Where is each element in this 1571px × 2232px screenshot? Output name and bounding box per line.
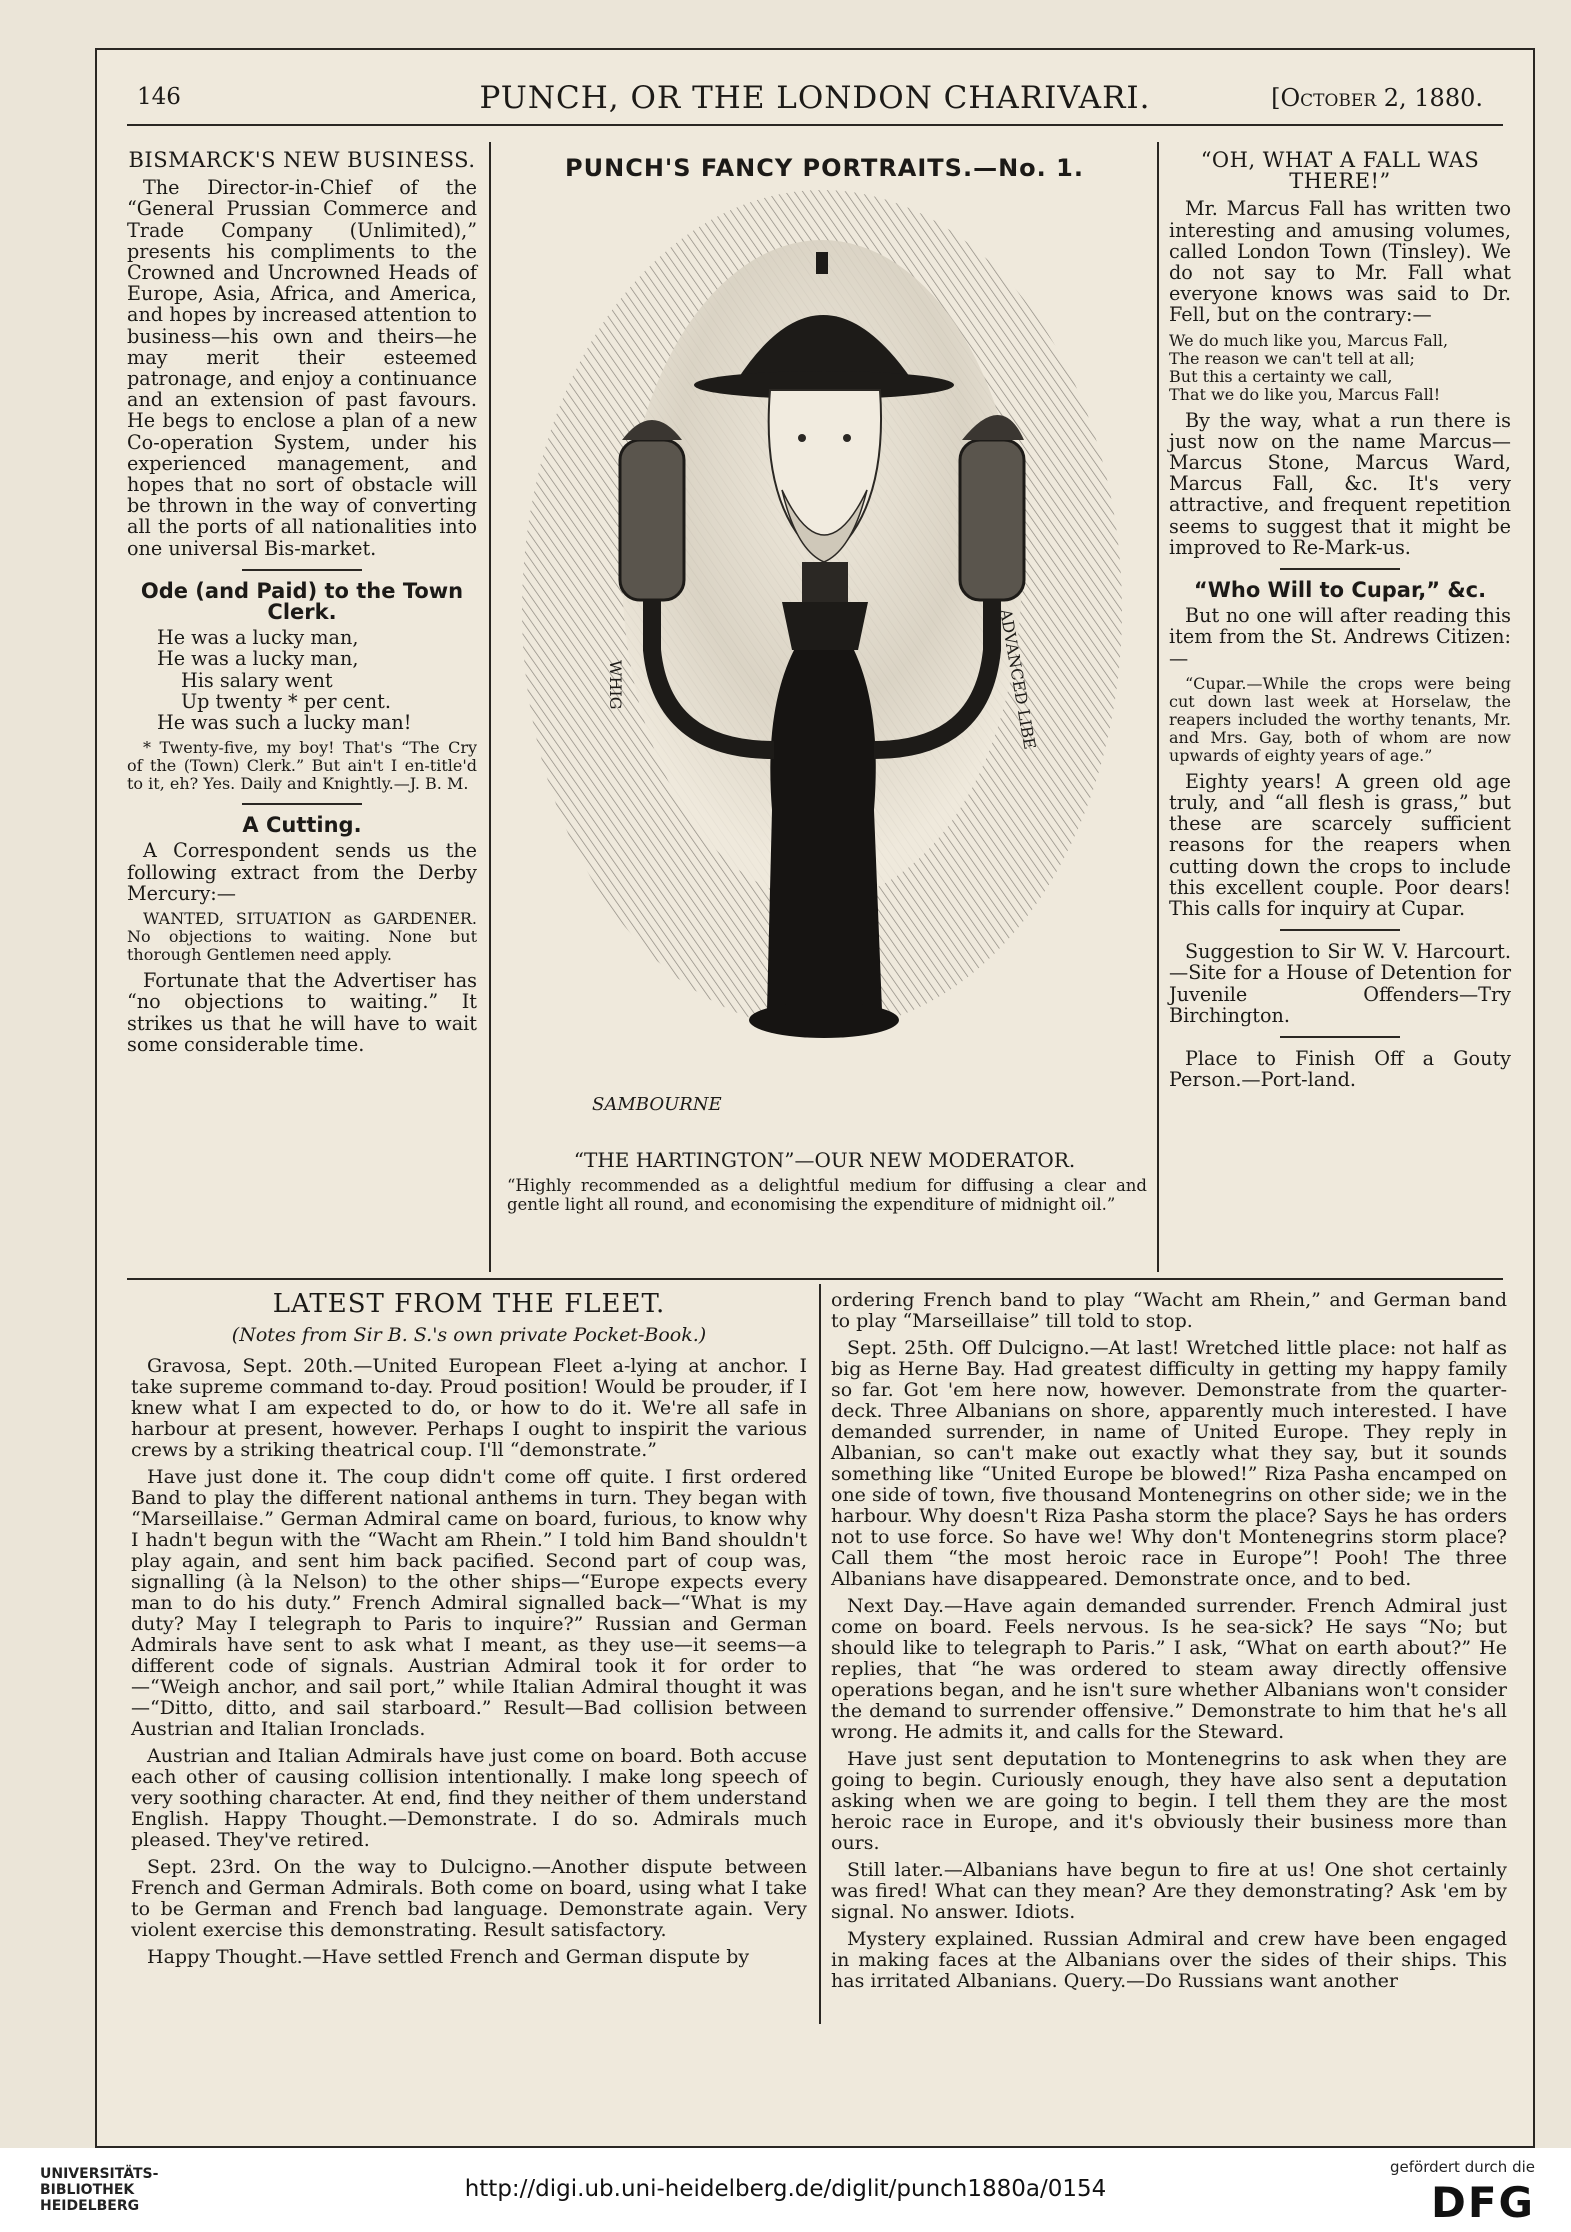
cupar-quote: “Cupar.—While the crops were being cut down last week at Horselaw, the reapers included the worthy tenants, Mr. and Mrs. Gay, both of whom are now upwards of eighty years of age.” <box>1169 673 1511 765</box>
fleet-subtitle: (Notes from Sir B. S.'s own private Pocket-Book.) <box>231 1324 707 1346</box>
verse-line: We do much like you, Marcus Fall, <box>1169 330 1449 350</box>
ode-line: He was a lucky man, <box>157 626 359 650</box>
cartoon-subcaption: “Highly recommended as a delightful medium for diffusing a clear and gentle light all round, and economising the expenditure of midnight oil.” <box>507 1176 1147 1214</box>
dfg-logo: DFG <box>1430 2178 1535 2227</box>
fleet-paragraph: Next Day.—Have again demanded surrender. French Admiral just come on board. Feels nervous. Is he sea-sick? He says “No; but should like to telegraph to Paris.” I ask, “What on earth about?” He replies, that “he was ordered to steam away directly offensive operations began, and he isn't sure whether Albanians won't consider the demand to surrender offensive.” Demonstrate to him that he's all wrong. He admits it, and calls for the Steward. <box>831 1595 1507 1743</box>
ode-line: He was a lucky man, <box>157 647 359 671</box>
divider <box>1280 1036 1400 1038</box>
source-link[interactable]: http://digi.ub.uni-heidelberg.de/diglit/punch1880a/0154 <box>464 2176 1107 2202</box>
cutting-end: Fortunate that the Advertiser has “no objections to waiting.” It strikes us that he will have to wait some considerable time. <box>127 969 477 1056</box>
masthead-title: PUNCH, OR THE LONDON CHARIVARI. <box>479 80 1151 116</box>
fleet-paragraph: Still later.—Albanians have begun to fire at us! One shot certainly was fired! What can they mean? Are they demonstrating? Ask 'em by signal. No answer. Idiots. <box>831 1859 1507 1923</box>
lamp-left-label: WHIG <box>606 660 625 710</box>
divider <box>242 803 362 805</box>
right-column <box>1169 150 1511 1097</box>
funding-note: gefördert durch die <box>1390 2158 1535 2176</box>
bismarck-text: The Director-in-Chief of the “General Prussian Commerce and Trade Company (Unlimited),” presents his compliments to the Crowned and Uncrowned Heads of Europe, Asia, Africa, and America, and hopes by increased attention to business—his own and theirs—he may merit their esteemed patronage, and enjoy a continuance and an extension of past favours. He begs to enclose a plan of a new Co-operation System, under his experienced management, and hopes that no sort of obstacle will be thrown in the way of converting all the ports of all nationalities into one universal Bis-market. <box>127 176 477 560</box>
cutting-title: A Cutting. <box>242 813 362 838</box>
fleet-paragraph: Gravosa, Sept. 20th.—United European Fleet a-lying at anchor. I take supreme command to-day. Proud position! Would be prouder, if I knew what I am expected to do, or how to do it. We're all safe in harbour at present, however. Perhaps I ought to inspirit the various crews by a striking theatrical coup. I'll “demonstrate.” <box>131 1355 807 1461</box>
fleet-paragraph: Have just sent deputation to Montenegrins to ask when they are going to begin. Curiously enough, they have also sent a deputation asking when we are going to begin. I tell them they are the most heroic race in Europe, and it's obviously their business more than ours. <box>831 1748 1507 1854</box>
cartoon-title: PUNCH'S FANCY PORTRAITS.—No. 1. <box>565 154 1084 182</box>
cupar-text-2: Eighty years! A green old age truly, and “all flesh is grass,” but these are scarcely sufficient reasons for the reapers when cutting down the crops to include this excellent couple. Poor dears! This calls for inquiry at Cupar. <box>1169 769 1511 921</box>
ode-footnote: * Twenty-five, my boy! That's “The Cry of the (Town) Clerk.” But ain't I en-title'd to it, eh? Yes. Daily and Knightly.—J. B. M. <box>127 738 477 794</box>
fleet-right-column <box>831 1290 1507 1998</box>
issue-date: [October 2, 1880. <box>1271 84 1483 112</box>
ode-line: He was such a lucky man! <box>157 711 412 735</box>
lamp-right-label: ADVANCED LIBE <box>996 607 1040 751</box>
suggestion-paragraph: Suggestion to Sir W. V. Harcourt.—Site for a House of Detention for Juvenile Offenders—Try Birchington. <box>1169 940 1511 1027</box>
cartoon-caption: “THE HARTINGTON”—OUR NEW MODERATOR. <box>573 1148 1076 1172</box>
lamp-burner <box>802 562 848 602</box>
cutting-text: A Correspondent sends us the following extract from the Derby Mercury:— <box>127 839 477 905</box>
fleet-title: LATEST FROM THE FLEET. <box>272 1289 666 1319</box>
library-logo: UNIVERSITÄTS- BIBLIOTHEK HEIDELBERG <box>40 2166 159 2214</box>
divider <box>1280 568 1400 570</box>
fall-text-2: By the way, what a run there is just now on the name Marcus—Marcus Stone, Marcus Ward, Marcus Fall, &c. It's very attractive, and frequent repetition seems to suggest that it might be improved to Re-Mark-us. <box>1169 408 1511 559</box>
ode-poem <box>127 627 477 733</box>
hat-finial <box>816 252 828 274</box>
fleet-paragraph: Austrian and Italian Admirals have just come on board. Both accuse each other of causing collision intentionally. I make long speech of very soothing character. At end, find they neither of them understand English. Happy Thought.—Demonstrate. I do so. Admirals much pleased. They've retired. <box>131 1745 807 1851</box>
fleet-paragraph: Happy Thought.—Have settled French and German dispute by <box>147 1946 750 1968</box>
fall-title: “OH, WHAT A FALL WAS THERE!” <box>1200 148 1480 194</box>
lamp-collar <box>782 602 868 650</box>
column-rule <box>1157 142 1159 1272</box>
cutting-advert: WANTED, SITUATION as GARDENER. No objections to waiting. None but thorough Gentlemen need apply. <box>127 909 477 965</box>
lamp-body <box>767 650 882 1023</box>
ode-line: His salary went <box>181 668 333 692</box>
artist-signature: SAMBOURNE <box>592 1094 722 1115</box>
column-rule <box>819 1284 821 2024</box>
column-rule <box>489 142 491 1272</box>
right-torch <box>960 440 1024 600</box>
verse-line: That we do like you, Marcus Fall! <box>1169 384 1441 404</box>
fall-text: Mr. Marcus Fall has written two interesting and amusing volumes, called London Town (Tinsley). We do not say to Mr. Fall what everyone knows was said to Dr. Fell, but on the contrary:— <box>1169 197 1511 327</box>
divider <box>242 569 362 571</box>
fleet-paragraph: Have just done it. The coup didn't come off quite. I first ordered Band to play the different national anthems in turn. They began with “Marseillaise.” German Admiral came on board, furious, to know why I hadn't begun with the “Wacht am Rhein.” I told him Band shouldn't play again, and sent him back pacified. Second part of coup was, signalling (à la Nelson) to the other ships—“Europe expects every man to do his duty.” French Admiral signalled back—“What is my duty? May I telegraph to Paris to inquire?” Russian and German Admirals have sent to ask what I meant, as they use—it seems—a different code of signals. Austrian Admiral took it for order to—“Weigh anchor, and sail port,” while Italian Admiral thought it was—“Ditto, ditto, and sail starboard.” Result—Bad collision between Austrian and Italian Ironclads. <box>131 1466 807 1740</box>
fleet-paragraph: Sept. 25th. Off Dulcigno.—At last! Wretched little place: not half as big as Herne Bay. Had greatest difficulty in getting my happy family so far. Got 'em here now, however. Demonstrate from the quarter-deck. Three Albanians on shore, apparently much interested. I have demanded surrender, in name of United Europe. They reply in Albanian, so can't make out exactly what they say, but it sounds something like “United Europe be blowed!” Riza Pasha encamped on one side of town, five thousand Montenegrins on other side; we in the harbour. Why doesn't Riza Pasha storm the place? Says he has orders not to use force. So have we! Why don't Montenegrins storm place? Call them “the most heroic race in Europe”! Pooh! The three Albanians have disappeared. Demonstrate once, and to bed. <box>831 1337 1507 1590</box>
cupar-text: But no one will after reading this item from the St. Andrews Citizen:— <box>1169 604 1511 670</box>
place-paragraph: Place to Finish Off a Gouty Person.—Port-land. <box>1169 1047 1511 1092</box>
ode-line: Up twenty * per cent. <box>181 689 391 713</box>
verse-line: The reason we can't tell at all; <box>1169 348 1415 368</box>
fleet-paragraph: Sept. 23rd. On the way to Dulcigno.—Another dispute between French and German Admirals. Both come on board, using what I take to be German and French bad language. Demonstrate again. Very violent exercise this demonstrating. Result satisfactory. <box>131 1856 807 1941</box>
cupar-title: “Who Will to Cupar,” &c. <box>1193 578 1487 603</box>
fleet-left-column <box>131 1289 807 1974</box>
newspaper-page <box>95 48 1535 2148</box>
verse-line: But this a certainty we call, <box>1169 366 1393 386</box>
divider <box>1280 929 1400 931</box>
ode-title: Ode (and Paid) to the Town Clerk. <box>140 578 464 625</box>
section-rule <box>127 1278 1503 1280</box>
lamp-base <box>749 1002 899 1038</box>
page-number: 146 <box>137 84 181 110</box>
viewer-footer <box>0 2148 1571 2232</box>
bismarck-title: BISMARCK'S NEW BUSINESS. <box>128 148 476 172</box>
fleet-paragraph: ordering French band to play “Wacht am Rhein,” and German band to play “Marseillaise” till told to stop. <box>831 1289 1507 1332</box>
page-header <box>127 74 1503 126</box>
fleet-paragraph: Mystery explained. Russian Admiral and crew have been engaged in making faces at the Albanians over the sides of their ships. This has irritated Albanians. Query.—Do Russians want another <box>831 1928 1507 1992</box>
fall-verse <box>1169 332 1511 404</box>
left-torch <box>620 440 684 600</box>
hartington-lamp-cartoon <box>502 190 1147 1140</box>
left-column <box>127 150 477 1061</box>
